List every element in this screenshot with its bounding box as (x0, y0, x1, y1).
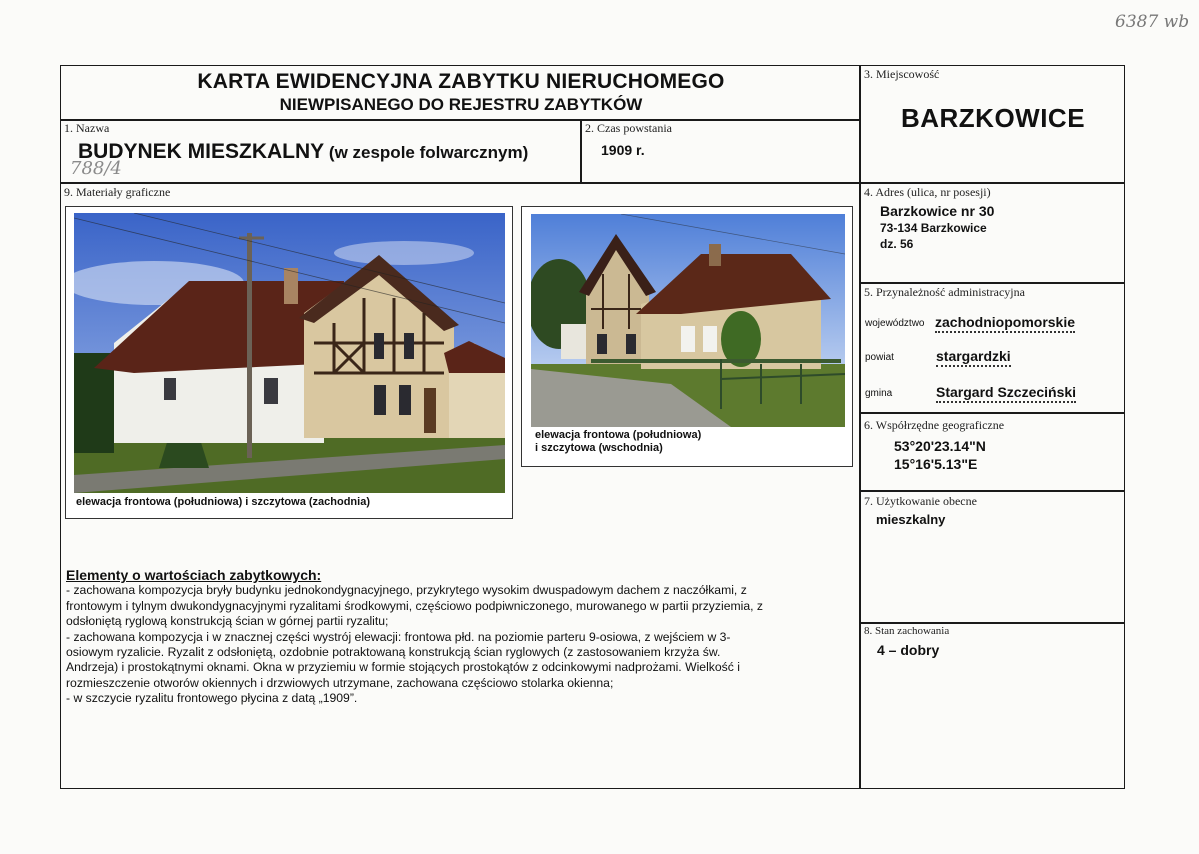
stan-value: 4 – dobry (877, 642, 940, 658)
nazwa-value (78, 140, 528, 164)
powiat-value: stargardzki (936, 348, 1011, 367)
adres-label: 4. Adres (ulica, nr posesji) (864, 185, 991, 199)
handwritten-catalog-number: 6387 wb (1115, 12, 1190, 32)
stan-label: 8. Stan zachowania (864, 625, 950, 637)
nazwa-label: 1. Nazwa (64, 121, 110, 135)
historic-elements-line: - zachowana kompozycja i w znacznej części wystrój elewacji: frontowa płd. na poziomie parteru 9-osiowa, z wejściem w 3- (66, 629, 731, 644)
historic-elements-line: - w szczycie ryzalitu frontowego płycina z datą „1909”. (66, 691, 358, 706)
longitude-value: 15°16'5.13"E (894, 456, 978, 472)
miejscowosc-label: 3. Miejscowość (864, 67, 940, 81)
wojewodztwo-value: zachodniopomorskie (935, 314, 1075, 333)
miejscowosc-value: BARZKOWICE (900, 103, 1086, 133)
historic-elements-line: osiowym ryzalicie. Ryzalit z odsłoniętą, ozdobnie potraktowaną konstrukcją ścian ryglowych (z zastosowaniem krzyża św. (66, 645, 721, 660)
adres-line1: Barzkowice nr 30 (880, 203, 995, 219)
gmina-value: Stargard Szczeciński (936, 384, 1076, 403)
historic-elements-line: odsłoniętą ryglową konstrukcją ścian w górnej partii ryzalitu; (66, 614, 389, 629)
gmina-label: gmina (865, 388, 893, 399)
photo-house-west (74, 213, 505, 493)
wojewodztwo-label: województwo (865, 318, 925, 329)
photo-caption-east-line2: i szczytowa (wschodnia) (535, 442, 663, 454)
przynaleznosc-label: 5. Przynależność administracyjna (864, 285, 1025, 299)
photo-caption-east-line1: elewacja frontowa (południowa) (535, 429, 702, 441)
materialy-label: 9. Materiały graficzne (64, 185, 171, 199)
nazwa-suffix: (w zespole folwarcznym) (324, 143, 529, 162)
nazwa-main: BUDYNEK MIESZKALNY (78, 140, 325, 163)
historic-elements-line: rozmieszczenie otworów okiennych i drzwiowych utrzymane, zachowana częściowo stolarka okienna; (66, 675, 614, 690)
uzytkowanie-box (859, 490, 1125, 624)
card-title: KARTA EWIDENCYJNA ZABYTKU NIERUCHOMEGO (197, 70, 725, 93)
historic-elements-section (66, 568, 852, 707)
czas-value: 1909 r. (601, 142, 645, 158)
photo-house-east (531, 214, 845, 427)
uzytkowanie-label: 7. Użytkowanie obecne (864, 494, 977, 508)
powiat-label: powiat (865, 352, 894, 363)
historic-elements-heading: Elementy o wartościach zabytkowych: (66, 567, 322, 583)
adres-line3: dz. 56 (880, 237, 914, 251)
czas-label: 2. Czas powstania (585, 121, 672, 135)
handwritten-name-note: 788/4 (70, 158, 122, 179)
historic-elements-line: - zachowana kompozycja bryły budynku jednokondygnacyjnego, przykrytego wysokim dwuspadowym dachem z naczółkami, z (66, 583, 747, 598)
adres-line2: 73-134 Barzkowice (880, 221, 987, 235)
latitude-value: 53°20'23.14"N (894, 438, 986, 454)
uzytkowanie-value: mieszkalny (876, 512, 946, 527)
photo-caption-west: elewacja frontowa (południowa) i szczytowa (zachodnia) (76, 496, 370, 508)
historic-elements-line: Andrzeja) i prostokątnymi oknami. Okna w przyziemiu w formie stojących prostokątów z odcinkowymi nadprożami. Wielkość i (66, 660, 740, 675)
historic-elements-line: frontowym i tylnym dwukondygnacyjnymi ryzalitami środkowymi, częściowo podpiwniczonego, murowanego w partii przyziemia, z (66, 598, 763, 613)
card-subtitle: NIEWPISANEGO DO REJESTRU ZABYTKÓW (279, 95, 643, 114)
wspolrzedne-label: 6. Współrzędne geograficzne (864, 418, 1005, 432)
